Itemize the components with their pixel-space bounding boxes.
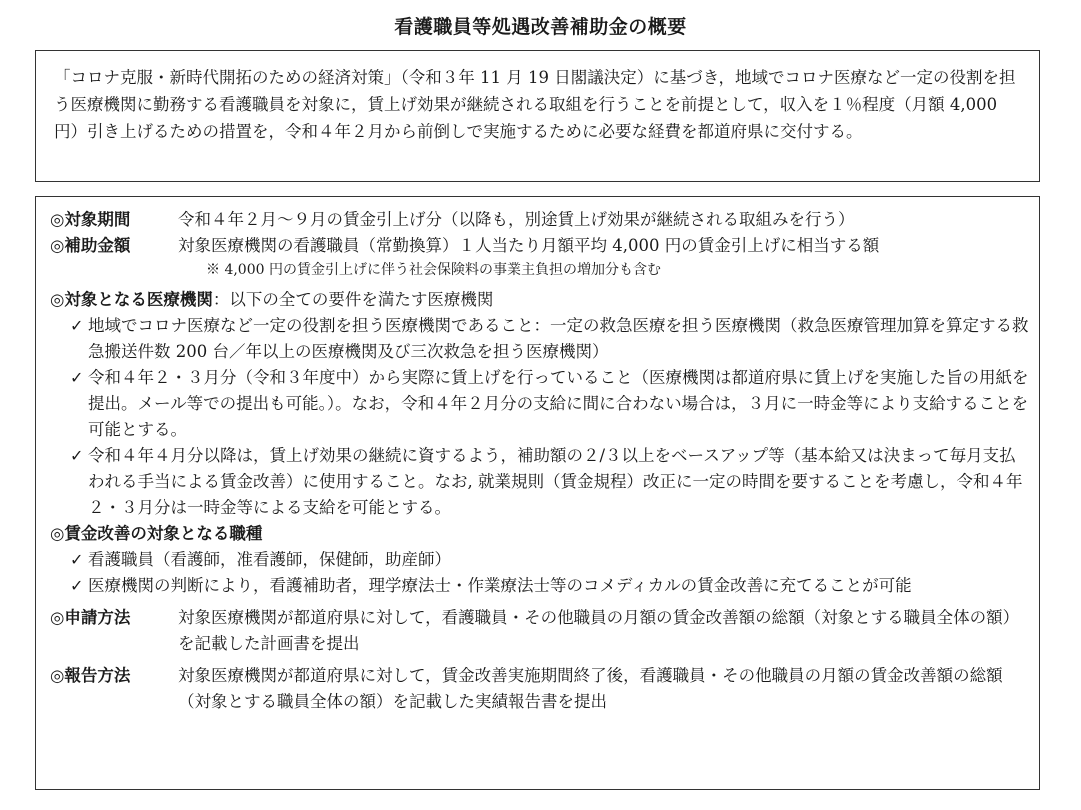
- list-item: [70, 365, 1029, 443]
- application-label: ◎申請方法: [50, 608, 131, 627]
- occupation-item-1: 看護職員（看護師，准看護師，保健師，助産師）: [88, 550, 451, 569]
- institutions-label: ◎対象となる医療機関: [50, 290, 213, 309]
- amount-text: 対象医療機関の看護職員（常勤換算）１人当たり月額平均 4,000 円の賃金引上げに相当する額: [178, 236, 880, 255]
- intro-box: [35, 50, 1040, 182]
- application-section: [50, 605, 1029, 657]
- institution-requirement-2: 令和４年２・３月分（令和３年度中）から実際に賃上げを行っていること（医療機関は都道府県に賃上げを実施した旨の用紙を提出。メール等での提出も可能。）。なお，令和４年２月分の支給に間に合わない場合は，３月に一時金等により支給することを可能とする。: [88, 368, 1029, 439]
- amount-section: [50, 233, 1029, 259]
- check-icon: ✓: [70, 446, 84, 465]
- intro-text: 「コロナ克服・新時代開拓のための経済対策」（令和３年 11 月 19 日閣議決定）に基づき，地域でコロナ医療など一定の役割を担う医療機関に勤務する看護職員を対象に，賃上げ効果が継続される取組を行うことを前提として，収入を１％程度（月額 4,000 円）引き上げるための措置を，令和４年２月から前倒しで実施するために必要な経費を都道府県に交付する。: [54, 68, 1016, 141]
- institutions-list: [50, 313, 1029, 521]
- report-section: [50, 663, 1029, 715]
- list-item: [70, 313, 1029, 365]
- period-text: 令和４年２月～９月の賃金引上げ分（以降も，別途賃上げ効果が継続される取組みを行う）: [178, 210, 855, 229]
- check-icon: ✓: [70, 550, 84, 569]
- list-item: [70, 547, 1029, 573]
- occupations-list: [50, 547, 1029, 599]
- details-box: [35, 196, 1040, 790]
- amount-note: ※ 4,000 円の賃金引上げに伴う社会保険料の事業主負担の増加分も含む: [206, 262, 661, 278]
- check-icon: ✓: [70, 576, 84, 595]
- institutions-label-tail: ：以下の全ての要件を満たす医療機関: [212, 290, 494, 309]
- check-icon: ✓: [70, 368, 84, 387]
- list-item: [70, 443, 1029, 521]
- institution-requirement-1: 地域でコロナ医療など一定の役割を担う医療機関であること：一定の救急医療を担う医療機関（救急医療管理加算を算定する救急搬送件数 200 台／年以上の医療機関及び三次救急を担う医療機関）: [88, 316, 1029, 361]
- occupation-item-2: 医療機関の判断により，看護補助者，理学療法士・作業療法士等のコメディカルの賃金改善に充てることが可能: [88, 576, 912, 595]
- institutions-heading: [50, 287, 1029, 313]
- report-label: ◎報告方法: [50, 666, 131, 685]
- check-icon: ✓: [70, 316, 84, 335]
- institution-requirement-3: 令和４年４月分以降は，賃上げ効果の継続に資するよう，補助額の２/３以上をベースアップ等（基本給又は決まって毎月支払われる手当による賃金改善）に使用すること。なお, 就業規則（賃金規程）改正に一定の時間を要することを考慮し，令和４年２・３月分は一時金等による支給を可能とする。: [88, 446, 1023, 517]
- list-item: [70, 573, 1029, 599]
- report-text: 対象医療機関が都道府県に対して，賃金改善実施期間終了後，看護職員・その他職員の月額の賃金改善額の総額（対象とする職員全体の額）を記載した実績報告書を提出: [178, 666, 1003, 711]
- period-section: [50, 207, 1029, 233]
- occupations-heading: ◎賃金改善の対象となる職種: [50, 524, 263, 543]
- application-text: 対象医療機関が都道府県に対して，看護職員・その他職員の月額の賃金改善額の総額（対象とする職員全体の額）を記載した計画書を提出: [178, 608, 1020, 653]
- amount-label: ◎補助金額: [50, 236, 131, 255]
- period-label: ◎対象期間: [50, 210, 131, 229]
- page-title: 看護職員等処遇改善補助金の概要: [394, 16, 687, 38]
